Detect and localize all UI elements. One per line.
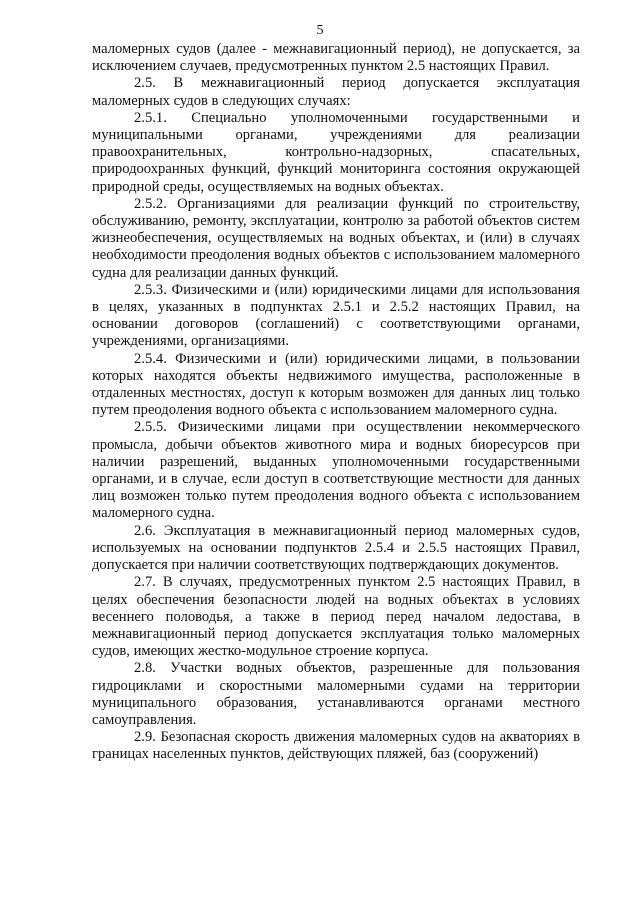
paragraph-2-5: 2.5. В межнавигационный период допускается эксплуатация маломерных судов в следующих случаях:: [92, 75, 580, 109]
paragraph-2-5-4: 2.5.4. Физическими и (или) юридическими лицами, в пользовании которых находятся объекты недвижимого имущества, расположенные в отдаленных местностях, доступ к которым возможен для данных лиц только путем преодоления водного объекта с использованием маломерного судна.: [92, 350, 580, 419]
paragraph-2-5-1: 2.5.1. Специально уполномоченными государственными и муниципальными органами, учреждениями для реализации правоохранительных, контрольно-надзорных, спасательных, природоохранных функций, функций мониторинга состояния окружающей природной среды, осуществляемых на водных объектах.: [92, 109, 580, 195]
page-number: 5: [316, 23, 324, 38]
paragraph-2-8: 2.8. Участки водных объектов, разрешенные для пользования гидроциклами и скоростными маломерными судами на территории муниципального образования, устанавливаются органами местного самоуправления.: [92, 660, 580, 728]
paragraph-2-9: 2.9. Безопасная скорость движения маломерных судов на акваториях в границах населенных пунктов, действующих пляжей, баз (сооружений): [92, 729, 580, 763]
paragraph-2-5-3: 2.5.3. Физическими и (или) юридическими лицами для использования в целях, указанных в подпунктах 2.5.1 и 2.5.2 настоящих Правил, на основании договоров (соглашений) с соответствующими органами, учреждениями, организациями.: [92, 281, 580, 350]
paragraph-2-5-5: 2.5.5. Физическими лицами при осуществлении некоммерческого промысла, добычи объектов животного мира и водных биоресурсов при наличии разрешений, выданных уполномоченными государственными органами, и в случае, если доступ в соответствующие местности для данных лиц возможен только путем преодоления водного объекта с использованием маломерного судна.: [92, 419, 580, 522]
paragraph-2-7: 2.7. В случаях, предусмотренных пунктом 2.5 настоящих Правил, в целях обеспечения безопасности людей на водных объектах в условиях весеннего половодья, а также в период перед началом ледостава, в межнавигационный период допускается эксплуатация только маломерных судов, имеющих жестко-модульное строение корпуса.: [92, 574, 580, 660]
paragraph-2-5-2: 2.5.2. Организациями для реализации функций по строительству, обслуживанию, ремонту, эксплуатации, контролю за работой объектов систем жизнеобеспечения, осуществляемых на водных объектах, и (или) в случаях необходимости преодоления водных объектов с использованием маломерного судна для реализации данных функций.: [92, 195, 580, 281]
document-body: [92, 41, 580, 764]
paragraph-continuation: маломерных судов (далее - межнавигационный период), не допускается, за исключением случаев, предусмотренных пунктом 2.5 настоящих Правил.: [92, 41, 580, 75]
paragraph-2-6: 2.6. Эксплуатация в межнавигационный период маломерных судов, используемых на основании подпунктов 2.5.4 и 2.5.5 настоящих Правил, допускается при наличии соответствующих подтверждающих документов.: [92, 522, 580, 574]
